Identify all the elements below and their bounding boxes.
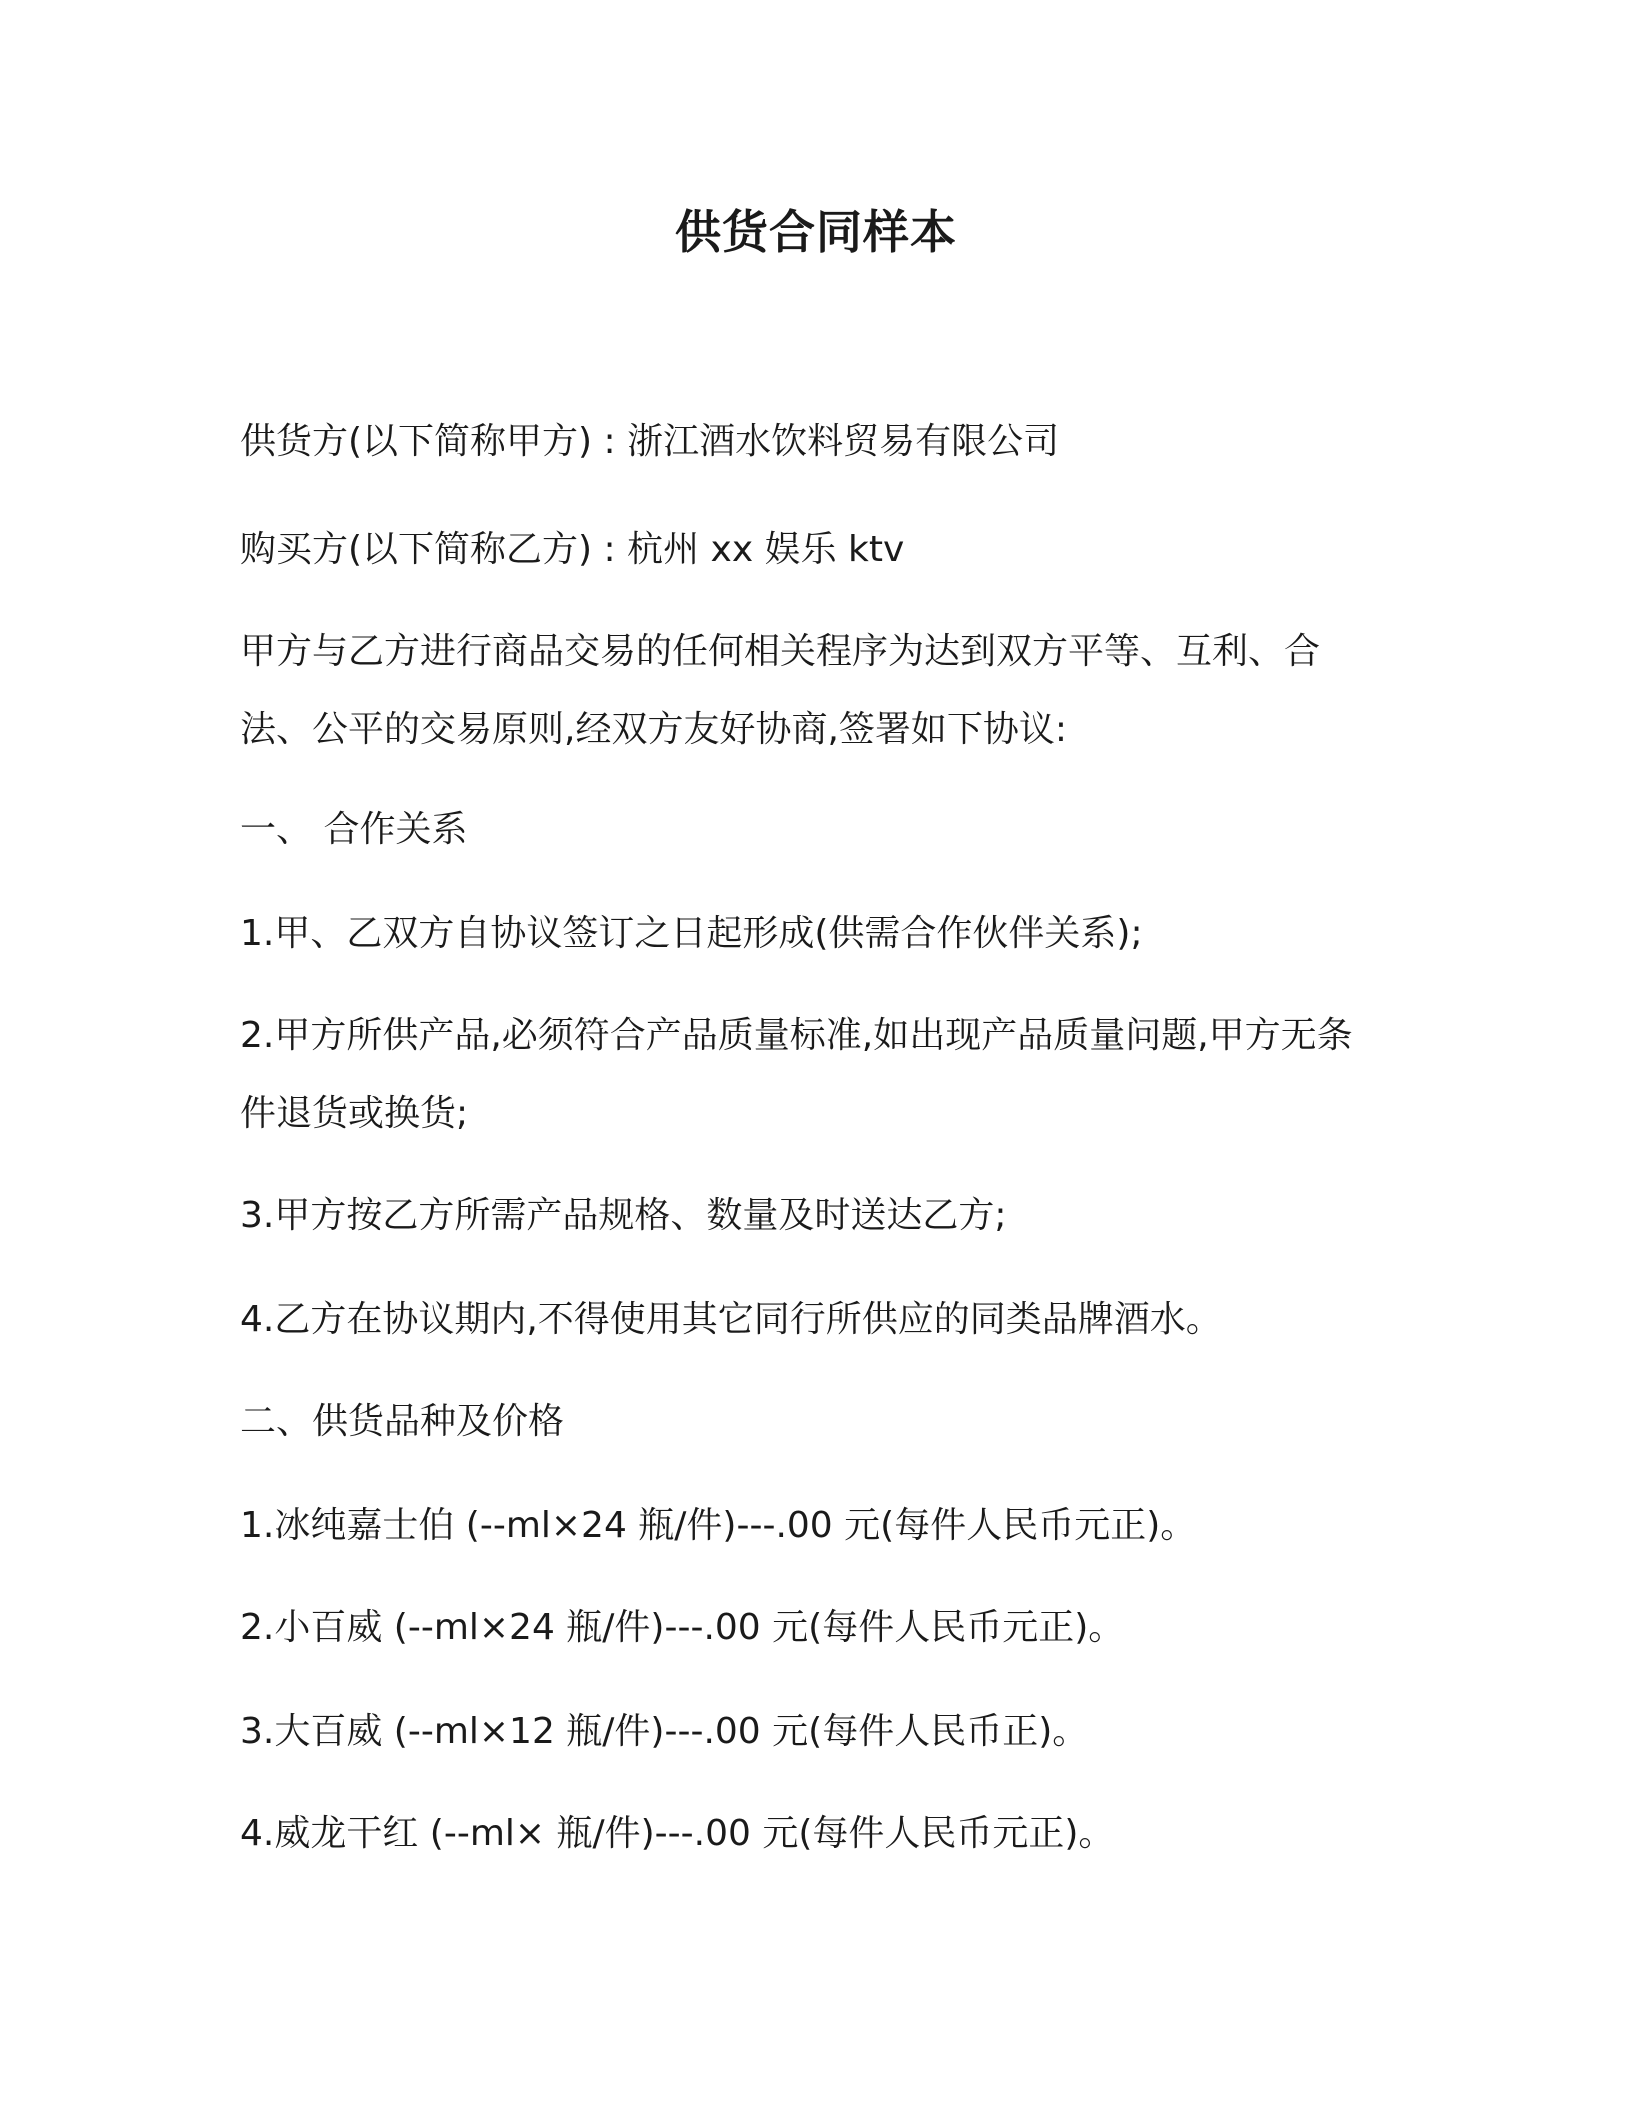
- section-1-heading: 一、 合作关系: [240, 809, 468, 850]
- section-2-item-4: 4.威龙干红 (--ml× 瓶/件)---.00 元(每件人民币元正)。: [240, 1813, 1115, 1854]
- section-1-item-3: 3.甲方按乙方所需产品规格、数量及时送达乙方;: [240, 1195, 1007, 1236]
- section-1-item-4: 4.乙方在协议期内,不得使用其它同行所供应的同类品牌酒水。: [240, 1299, 1222, 1340]
- section-2-heading: 二、供货品种及价格: [240, 1401, 565, 1442]
- section-1-item-2-line-2: 件退货或换货;: [240, 1093, 469, 1134]
- preamble-line-1: 甲方与乙方进行商品交易的任何相关程序为达到双方平等、互利、合: [240, 631, 1321, 672]
- section-2-item-1: 1.冰纯嘉士伯 (--ml×24 瓶/件)---.00 元(每件人民币元正)。: [240, 1505, 1197, 1546]
- buyer-line: 购买方(以下简称乙方) : 杭州 xx 娱乐 ktv: [240, 529, 905, 570]
- preamble-line-2: 法、公平的交易原则,经双方友好协商,签署如下协议:: [240, 709, 1068, 750]
- section-2-item-2: 2.小百威 (--ml×24 瓶/件)---.00 元(每件人民币元正)。: [240, 1607, 1125, 1648]
- section-2-item-3: 3.大百威 (--ml×12 瓶/件)---.00 元(每件人民币正)。: [240, 1711, 1089, 1752]
- section-1-item-2-line-1: 2.甲方所供产品,必须符合产品质量标准,如出现产品质量问题,甲方无条: [240, 1015, 1353, 1056]
- supplier-line: 供货方(以下简称甲方) : 浙江酒水饮料贸易有限公司: [240, 421, 1060, 462]
- section-1-item-1: 1.甲、乙双方自协议签订之日起形成(供需合作伙伴关系);: [240, 913, 1143, 954]
- document-title: 供货合同样本: [675, 205, 957, 259]
